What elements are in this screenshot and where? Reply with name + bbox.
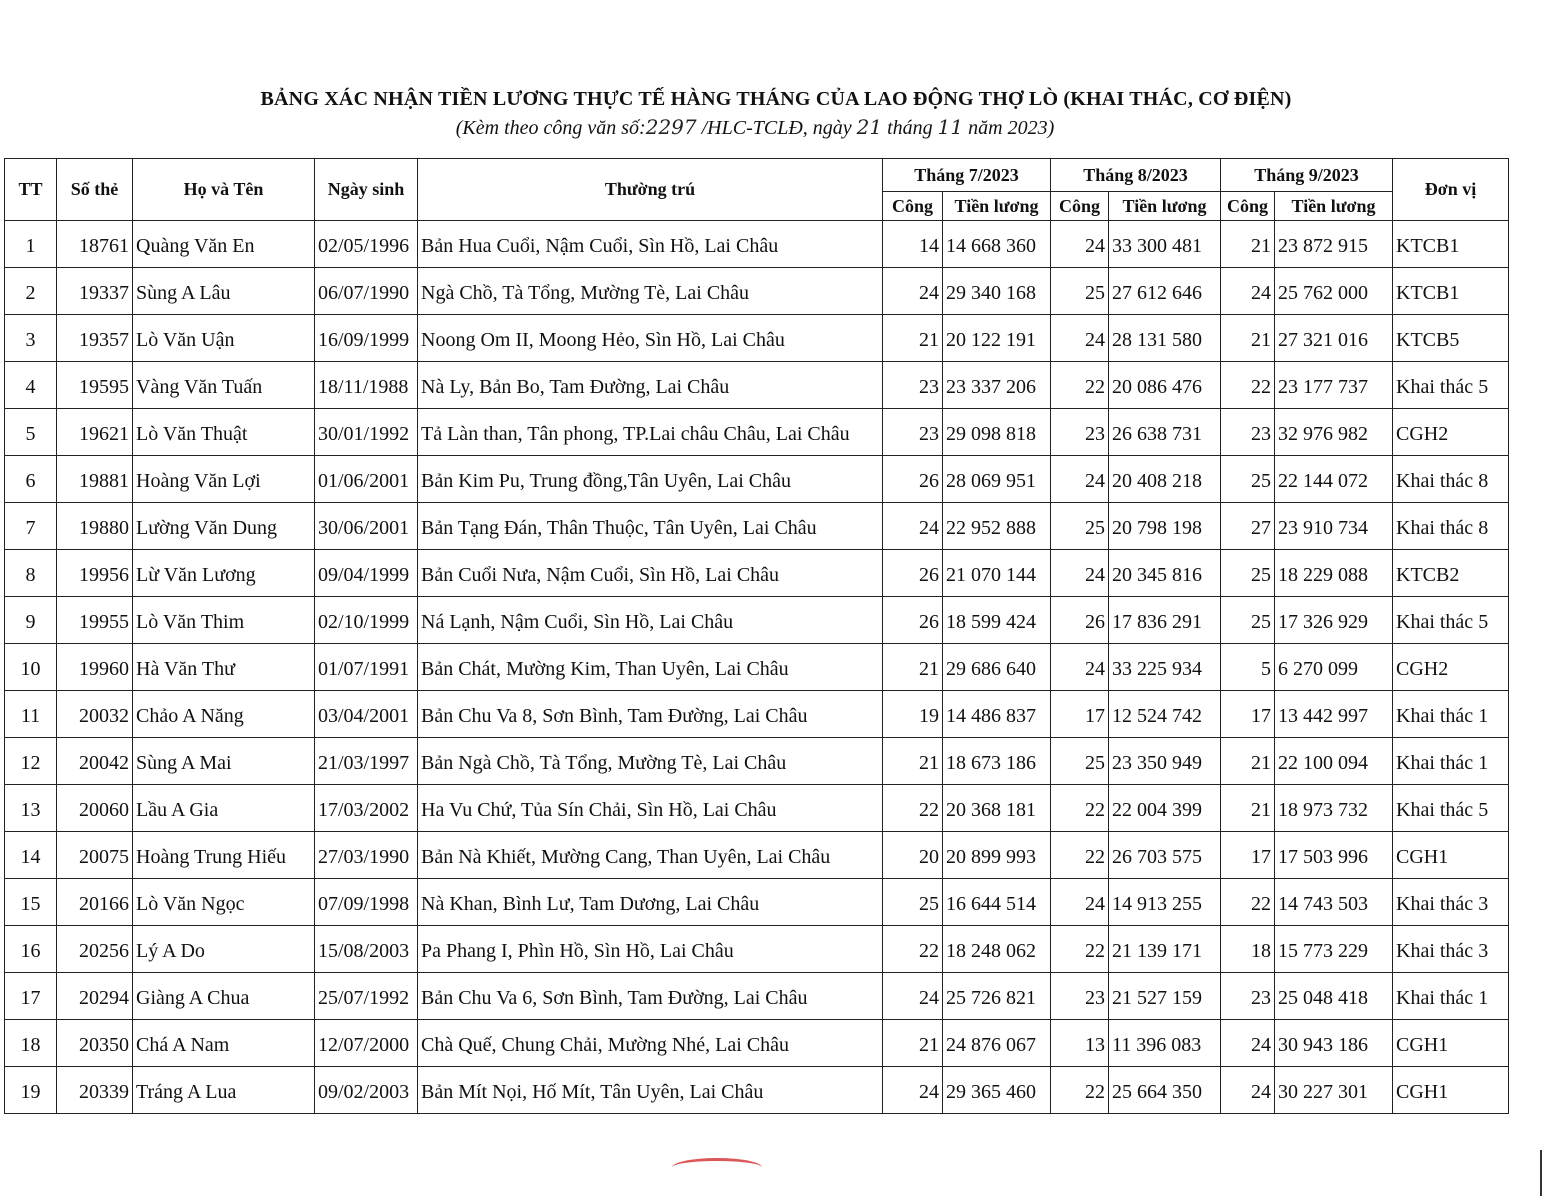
cell-name: Hoàng Văn Lợi xyxy=(133,456,315,503)
cell-address: Ná Lạnh, Nậm Cuổi, Sìn Hồ, Lai Châu xyxy=(418,597,883,644)
cell-so-the: 19956 xyxy=(57,550,133,597)
cell-name: Lý A Do xyxy=(133,926,315,973)
cell-so-the: 20350 xyxy=(57,1020,133,1067)
cell-cong-9: 24 xyxy=(1221,268,1275,315)
cell-dob: 07/09/1998 xyxy=(315,879,418,926)
cell-tt: 6 xyxy=(5,456,57,503)
cell-don-vi: Khai thác 8 xyxy=(1393,456,1509,503)
cell-tt: 4 xyxy=(5,362,57,409)
cell-tien-luong-8: 26 638 731 xyxy=(1109,409,1221,456)
cell-tien-luong-8: 25 664 350 xyxy=(1109,1067,1221,1114)
cell-address: Bản Chu Va 6, Sơn Bình, Tam Đường, Lai Châu xyxy=(418,973,883,1020)
cell-address: Bản Ngà Chồ, Tà Tổng, Mường Tè, Lai Châu xyxy=(418,738,883,785)
cell-name: Sùng A Lâu xyxy=(133,268,315,315)
cell-don-vi: Khai thác 5 xyxy=(1393,785,1509,832)
cell-don-vi: KTCB2 xyxy=(1393,550,1509,597)
cell-so-the: 19357 xyxy=(57,315,133,362)
cell-name: Chảo A Năng xyxy=(133,691,315,738)
cell-so-the: 20294 xyxy=(57,973,133,1020)
cell-cong-8: 24 xyxy=(1051,221,1109,268)
cell-tien-luong-8: 20 798 198 xyxy=(1109,503,1221,550)
cell-tien-luong-9: 23 177 737 xyxy=(1275,362,1393,409)
cell-cong-8: 23 xyxy=(1051,409,1109,456)
cell-tien-luong-7: 20 122 191 xyxy=(943,315,1051,362)
cell-so-the: 20032 xyxy=(57,691,133,738)
cell-tien-luong-7: 16 644 514 xyxy=(943,879,1051,926)
header-cong-9: Công xyxy=(1221,192,1275,221)
cell-tt: 9 xyxy=(5,597,57,644)
cell-address: Bản Tạng Đán, Thân Thuộc, Tân Uyên, Lai Châu xyxy=(418,503,883,550)
cell-tt: 8 xyxy=(5,550,57,597)
cell-cong-8: 13 xyxy=(1051,1020,1109,1067)
cell-cong-7: 20 xyxy=(883,832,943,879)
cell-tt: 2 xyxy=(5,268,57,315)
cell-name: Lừ Văn Lương xyxy=(133,550,315,597)
cell-tt: 12 xyxy=(5,738,57,785)
cell-tt: 14 xyxy=(5,832,57,879)
table-row xyxy=(5,832,1509,879)
cell-tien-luong-7: 18 599 424 xyxy=(943,597,1051,644)
cell-don-vi: Khai thác 5 xyxy=(1393,597,1509,644)
header-don-vi: Đơn vị xyxy=(1393,159,1509,221)
cell-tien-luong-9: 32 976 982 xyxy=(1275,409,1393,456)
cell-tien-luong-9: 22 144 072 xyxy=(1275,456,1393,503)
cell-cong-8: 24 xyxy=(1051,456,1109,503)
cell-cong-9: 24 xyxy=(1221,1020,1275,1067)
cell-tien-luong-8: 12 524 742 xyxy=(1109,691,1221,738)
cell-tt: 1 xyxy=(5,221,57,268)
cell-dob: 06/07/1990 xyxy=(315,268,418,315)
header-ho-ten: Họ và Tên xyxy=(133,159,315,221)
cell-cong-8: 23 xyxy=(1051,973,1109,1020)
cell-tien-luong-8: 27 612 646 xyxy=(1109,268,1221,315)
cell-tien-luong-8: 17 836 291 xyxy=(1109,597,1221,644)
cell-so-the: 19955 xyxy=(57,597,133,644)
cell-cong-9: 23 xyxy=(1221,409,1275,456)
cell-name: Hà Văn Thư xyxy=(133,644,315,691)
cell-dob: 17/03/2002 xyxy=(315,785,418,832)
cell-cong-8: 22 xyxy=(1051,362,1109,409)
cell-cong-7: 21 xyxy=(883,315,943,362)
cell-dob: 25/07/1992 xyxy=(315,973,418,1020)
cell-cong-7: 22 xyxy=(883,785,943,832)
cell-cong-8: 25 xyxy=(1051,268,1109,315)
cell-address: Nà Khan, Bình Lư, Tam Dương, Lai Châu xyxy=(418,879,883,926)
cell-name: Lò Văn Thuật xyxy=(133,409,315,456)
cell-cong-9: 17 xyxy=(1221,691,1275,738)
cell-name: Sùng A Mai xyxy=(133,738,315,785)
cell-cong-7: 21 xyxy=(883,644,943,691)
cell-don-vi: Khai thác 5 xyxy=(1393,362,1509,409)
cell-so-the: 19880 xyxy=(57,503,133,550)
cell-dob: 30/06/2001 xyxy=(315,503,418,550)
cell-dob: 09/02/2003 xyxy=(315,1067,418,1114)
cell-tien-luong-9: 18 973 732 xyxy=(1275,785,1393,832)
cell-name: Tráng A Lua xyxy=(133,1067,315,1114)
cell-cong-9: 25 xyxy=(1221,597,1275,644)
cell-cong-7: 26 xyxy=(883,550,943,597)
cell-cong-7: 14 xyxy=(883,221,943,268)
cell-name: Quàng Văn En xyxy=(133,221,315,268)
cell-address: Chà Quế, Chung Chải, Mường Nhé, Lai Châu xyxy=(418,1020,883,1067)
header-cong-7: Công xyxy=(883,192,943,221)
cell-tien-luong-9: 14 743 503 xyxy=(1275,879,1393,926)
cell-dob: 27/03/1990 xyxy=(315,832,418,879)
table-row xyxy=(5,879,1509,926)
cell-address: Bản Cuổi Nưa, Nậm Cuổi, Sìn Hồ, Lai Châu xyxy=(418,550,883,597)
cell-cong-8: 22 xyxy=(1051,832,1109,879)
cell-tt: 16 xyxy=(5,926,57,973)
cell-cong-7: 19 xyxy=(883,691,943,738)
cell-name: Vàng Văn Tuấn xyxy=(133,362,315,409)
cell-address: Bản Hua Cuổi, Nậm Cuổi, Sìn Hồ, Lai Châu xyxy=(418,221,883,268)
table-row xyxy=(5,1020,1509,1067)
cell-cong-8: 22 xyxy=(1051,1067,1109,1114)
cell-tien-luong-8: 11 396 083 xyxy=(1109,1020,1221,1067)
cell-address: Nà Ly, Bản Bo, Tam Đường, Lai Châu xyxy=(418,362,883,409)
table-row xyxy=(5,550,1509,597)
cell-cong-8: 24 xyxy=(1051,550,1109,597)
cell-tt: 5 xyxy=(5,409,57,456)
page-edge-mark xyxy=(1540,1150,1542,1196)
table-row xyxy=(5,597,1509,644)
cell-so-the: 20060 xyxy=(57,785,133,832)
table-body xyxy=(5,221,1509,1114)
cell-dob: 02/10/1999 xyxy=(315,597,418,644)
cell-cong-8: 24 xyxy=(1051,879,1109,926)
cell-so-the: 19960 xyxy=(57,644,133,691)
document-subtitle xyxy=(0,115,1510,140)
cell-tien-luong-8: 20 345 816 xyxy=(1109,550,1221,597)
cell-cong-8: 22 xyxy=(1051,926,1109,973)
cell-don-vi: CGH2 xyxy=(1393,644,1509,691)
cell-cong-8: 25 xyxy=(1051,738,1109,785)
cell-cong-9: 24 xyxy=(1221,1067,1275,1114)
cell-don-vi: Khai thác 3 xyxy=(1393,926,1509,973)
cell-dob: 30/01/1992 xyxy=(315,409,418,456)
cell-address: Bản Nà Khiết, Mường Cang, Than Uyên, Lai Châu xyxy=(418,832,883,879)
cell-don-vi: CGH2 xyxy=(1393,409,1509,456)
header-tien-luong-9: Tiền lương xyxy=(1275,192,1393,221)
cell-tt: 10 xyxy=(5,644,57,691)
cell-tien-luong-7: 14 486 837 xyxy=(943,691,1051,738)
cell-cong-9: 17 xyxy=(1221,832,1275,879)
header-tt: TT xyxy=(5,159,57,221)
cell-tien-luong-7: 22 952 888 xyxy=(943,503,1051,550)
cell-tien-luong-9: 23 910 734 xyxy=(1275,503,1393,550)
cell-address: Pa Phang I, Phìn Hồ, Sìn Hồ, Lai Châu xyxy=(418,926,883,973)
red-stamp-fragment xyxy=(672,1158,762,1177)
table-header xyxy=(5,159,1509,221)
table-row xyxy=(5,268,1509,315)
cell-dob: 02/05/1996 xyxy=(315,221,418,268)
cell-tien-luong-9: 23 872 915 xyxy=(1275,221,1393,268)
cell-tien-luong-7: 23 337 206 xyxy=(943,362,1051,409)
cell-name: Lầu A Gia xyxy=(133,785,315,832)
cell-so-the: 20256 xyxy=(57,926,133,973)
table-row xyxy=(5,973,1509,1020)
cell-dob: 21/03/1997 xyxy=(315,738,418,785)
cell-name: Lò Văn Thim xyxy=(133,597,315,644)
cell-name: Lò Văn Ngọc xyxy=(133,879,315,926)
cell-name: Chá A Nam xyxy=(133,1020,315,1067)
cell-cong-8: 24 xyxy=(1051,315,1109,362)
cell-tien-luong-9: 17 326 929 xyxy=(1275,597,1393,644)
cell-don-vi: CGH1 xyxy=(1393,1067,1509,1114)
cell-tien-luong-8: 26 703 575 xyxy=(1109,832,1221,879)
cell-cong-9: 21 xyxy=(1221,738,1275,785)
cell-dob: 16/09/1999 xyxy=(315,315,418,362)
cell-address: Tả Làn than, Tân phong, TP.Lai châu Châu, Lai Châu xyxy=(418,409,883,456)
cell-cong-8: 22 xyxy=(1051,785,1109,832)
cell-cong-9: 23 xyxy=(1221,973,1275,1020)
cell-tien-luong-7: 29 686 640 xyxy=(943,644,1051,691)
table-row xyxy=(5,409,1509,456)
cell-tien-luong-7: 20 368 181 xyxy=(943,785,1051,832)
cell-tien-luong-7: 21 070 144 xyxy=(943,550,1051,597)
cell-tien-luong-9: 6 270 099 xyxy=(1275,644,1393,691)
cell-cong-9: 27 xyxy=(1221,503,1275,550)
cell-tien-luong-7: 29 098 818 xyxy=(943,409,1051,456)
cell-cong-9: 25 xyxy=(1221,456,1275,503)
cell-don-vi: Khai thác 8 xyxy=(1393,503,1509,550)
cell-tt: 11 xyxy=(5,691,57,738)
cell-tien-luong-8: 20 408 218 xyxy=(1109,456,1221,503)
cell-so-the: 20166 xyxy=(57,879,133,926)
cell-dob: 01/07/1991 xyxy=(315,644,418,691)
cell-tien-luong-8: 33 300 481 xyxy=(1109,221,1221,268)
header-tien-luong-7: Tiền lương xyxy=(943,192,1051,221)
table-row xyxy=(5,315,1509,362)
subtitle-mid-2: tháng xyxy=(887,117,933,139)
cell-name: Lường Văn Dung xyxy=(133,503,315,550)
cell-don-vi: CGH1 xyxy=(1393,1020,1509,1067)
cell-address: Bản Chu Va 8, Sơn Bình, Tam Đường, Lai Châu xyxy=(418,691,883,738)
cell-tien-luong-9: 25 048 418 xyxy=(1275,973,1393,1020)
cell-don-vi: Khai thác 1 xyxy=(1393,973,1509,1020)
cell-so-the: 20042 xyxy=(57,738,133,785)
cell-address: Noong Om II, Moong Hẻo, Sìn Hồ, Lai Châu xyxy=(418,315,883,362)
cell-cong-8: 17 xyxy=(1051,691,1109,738)
cell-cong-7: 25 xyxy=(883,879,943,926)
cell-name: Lò Văn Uận xyxy=(133,315,315,362)
table-row xyxy=(5,456,1509,503)
document-title: BẢNG XÁC NHẬN TIỀN LƯƠNG THỰC TẾ HÀNG THÁNG CỦA LAO ĐỘNG THỢ LÒ (KHAI THÁC, CƠ ĐIỆN) xyxy=(260,88,1292,110)
cell-so-the: 19621 xyxy=(57,409,133,456)
header-month-9: Tháng 9/2023 xyxy=(1221,159,1393,192)
doc-number-handwritten: 2297 xyxy=(645,115,697,139)
subtitle-mid-1: /HLC-TCLĐ, ngày xyxy=(701,117,852,139)
cell-dob: 15/08/2003 xyxy=(315,926,418,973)
cell-tien-luong-9: 15 773 229 xyxy=(1275,926,1393,973)
salary-table xyxy=(4,158,1509,1114)
header-month-7: Tháng 7/2023 xyxy=(883,159,1051,192)
cell-so-the: 19881 xyxy=(57,456,133,503)
cell-tien-luong-9: 13 442 997 xyxy=(1275,691,1393,738)
cell-tien-luong-7: 24 876 067 xyxy=(943,1020,1051,1067)
cell-cong-9: 25 xyxy=(1221,550,1275,597)
table-row xyxy=(5,691,1509,738)
cell-cong-8: 26 xyxy=(1051,597,1109,644)
cell-tien-luong-8: 22 004 399 xyxy=(1109,785,1221,832)
cell-cong-7: 23 xyxy=(883,409,943,456)
cell-tt: 13 xyxy=(5,785,57,832)
cell-cong-7: 21 xyxy=(883,738,943,785)
cell-cong-9: 21 xyxy=(1221,221,1275,268)
cell-cong-8: 24 xyxy=(1051,644,1109,691)
cell-cong-7: 26 xyxy=(883,456,943,503)
cell-don-vi: Khai thác 3 xyxy=(1393,879,1509,926)
cell-cong-7: 24 xyxy=(883,973,943,1020)
cell-tien-luong-7: 25 726 821 xyxy=(943,973,1051,1020)
cell-dob: 03/04/2001 xyxy=(315,691,418,738)
cell-tien-luong-8: 20 086 476 xyxy=(1109,362,1221,409)
cell-address: Bản Mít Nọi, Hố Mít, Tân Uyên, Lai Châu xyxy=(418,1067,883,1114)
cell-name: Hoàng Trung Hiếu xyxy=(133,832,315,879)
cell-tien-luong-7: 29 340 168 xyxy=(943,268,1051,315)
table-row xyxy=(5,926,1509,973)
subtitle-suffix: năm 2023) xyxy=(968,117,1055,139)
cell-so-the: 19337 xyxy=(57,268,133,315)
table-row xyxy=(5,503,1509,550)
cell-tt: 3 xyxy=(5,315,57,362)
header-tien-luong-8: Tiền lương xyxy=(1109,192,1221,221)
subtitle-prefix: (Kèm theo công văn số: xyxy=(455,117,646,139)
header-so-the: Số thẻ xyxy=(57,159,133,221)
cell-tien-luong-9: 22 100 094 xyxy=(1275,738,1393,785)
cell-cong-8: 25 xyxy=(1051,503,1109,550)
cell-cong-7: 21 xyxy=(883,1020,943,1067)
cell-cong-7: 24 xyxy=(883,503,943,550)
cell-so-the: 18761 xyxy=(57,221,133,268)
cell-don-vi: KTCB1 xyxy=(1393,268,1509,315)
cell-cong-7: 26 xyxy=(883,597,943,644)
cell-tien-luong-8: 21 527 159 xyxy=(1109,973,1221,1020)
cell-don-vi: Khai thác 1 xyxy=(1393,738,1509,785)
header-cong-8: Công xyxy=(1051,192,1109,221)
cell-tien-luong-7: 20 899 993 xyxy=(943,832,1051,879)
cell-tt: 15 xyxy=(5,879,57,926)
cell-so-the: 20339 xyxy=(57,1067,133,1114)
cell-don-vi: CGH1 xyxy=(1393,832,1509,879)
table-row xyxy=(5,785,1509,832)
cell-tt: 17 xyxy=(5,973,57,1020)
cell-tien-luong-9: 17 503 996 xyxy=(1275,832,1393,879)
cell-tien-luong-7: 18 673 186 xyxy=(943,738,1051,785)
cell-tien-luong-8: 14 913 255 xyxy=(1109,879,1221,926)
cell-tien-luong-9: 27 321 016 xyxy=(1275,315,1393,362)
cell-tien-luong-8: 33 225 934 xyxy=(1109,644,1221,691)
cell-dob: 01/06/2001 xyxy=(315,456,418,503)
cell-dob: 09/04/1999 xyxy=(315,550,418,597)
cell-tien-luong-9: 25 762 000 xyxy=(1275,268,1393,315)
cell-tien-luong-8: 21 139 171 xyxy=(1109,926,1221,973)
cell-cong-9: 22 xyxy=(1221,879,1275,926)
cell-tien-luong-7: 18 248 062 xyxy=(943,926,1051,973)
cell-dob: 12/07/2000 xyxy=(315,1020,418,1067)
table-row xyxy=(5,1067,1509,1114)
cell-don-vi: KTCB1 xyxy=(1393,221,1509,268)
cell-tien-luong-9: 30 943 186 xyxy=(1275,1020,1393,1067)
cell-tien-luong-8: 28 131 580 xyxy=(1109,315,1221,362)
header-thuong-tru: Thường trú xyxy=(418,159,883,221)
cell-don-vi: Khai thác 1 xyxy=(1393,691,1509,738)
cell-so-the: 19595 xyxy=(57,362,133,409)
cell-cong-7: 23 xyxy=(883,362,943,409)
cell-tien-luong-7: 14 668 360 xyxy=(943,221,1051,268)
cell-cong-7: 24 xyxy=(883,1067,943,1114)
month-handwritten: 11 xyxy=(937,115,964,139)
cell-tien-luong-7: 28 069 951 xyxy=(943,456,1051,503)
cell-cong-7: 24 xyxy=(883,268,943,315)
cell-so-the: 20075 xyxy=(57,832,133,879)
cell-tt: 7 xyxy=(5,503,57,550)
cell-address: Bản Chát, Mường Kim, Than Uyên, Lai Châu xyxy=(418,644,883,691)
table-row xyxy=(5,644,1509,691)
cell-address: Bản Kim Pu, Trung đồng,Tân Uyên, Lai Châu xyxy=(418,456,883,503)
cell-tien-luong-9: 18 229 088 xyxy=(1275,550,1393,597)
table-row xyxy=(5,362,1509,409)
cell-tt: 19 xyxy=(5,1067,57,1114)
cell-cong-9: 18 xyxy=(1221,926,1275,973)
cell-address: Ha Vu Chứ, Tủa Sín Chải, Sìn Hồ, Lai Châu xyxy=(418,785,883,832)
cell-don-vi: KTCB5 xyxy=(1393,315,1509,362)
cell-cong-9: 22 xyxy=(1221,362,1275,409)
header-ngay-sinh: Ngày sinh xyxy=(315,159,418,221)
cell-tien-luong-7: 29 365 460 xyxy=(943,1067,1051,1114)
cell-cong-9: 21 xyxy=(1221,315,1275,362)
cell-name: Giàng A Chua xyxy=(133,973,315,1020)
cell-dob: 18/11/1988 xyxy=(315,362,418,409)
cell-cong-9: 21 xyxy=(1221,785,1275,832)
header-month-8: Tháng 8/2023 xyxy=(1051,159,1221,192)
table-row xyxy=(5,221,1509,268)
cell-tien-luong-9: 30 227 301 xyxy=(1275,1067,1393,1114)
cell-cong-9: 5 xyxy=(1221,644,1275,691)
cell-cong-7: 22 xyxy=(883,926,943,973)
cell-address: Ngà Chồ, Tà Tổng, Mường Tè, Lai Châu xyxy=(418,268,883,315)
cell-tt: 18 xyxy=(5,1020,57,1067)
table-row xyxy=(5,738,1509,785)
cell-tien-luong-8: 23 350 949 xyxy=(1109,738,1221,785)
day-handwritten: 21 xyxy=(856,115,883,139)
